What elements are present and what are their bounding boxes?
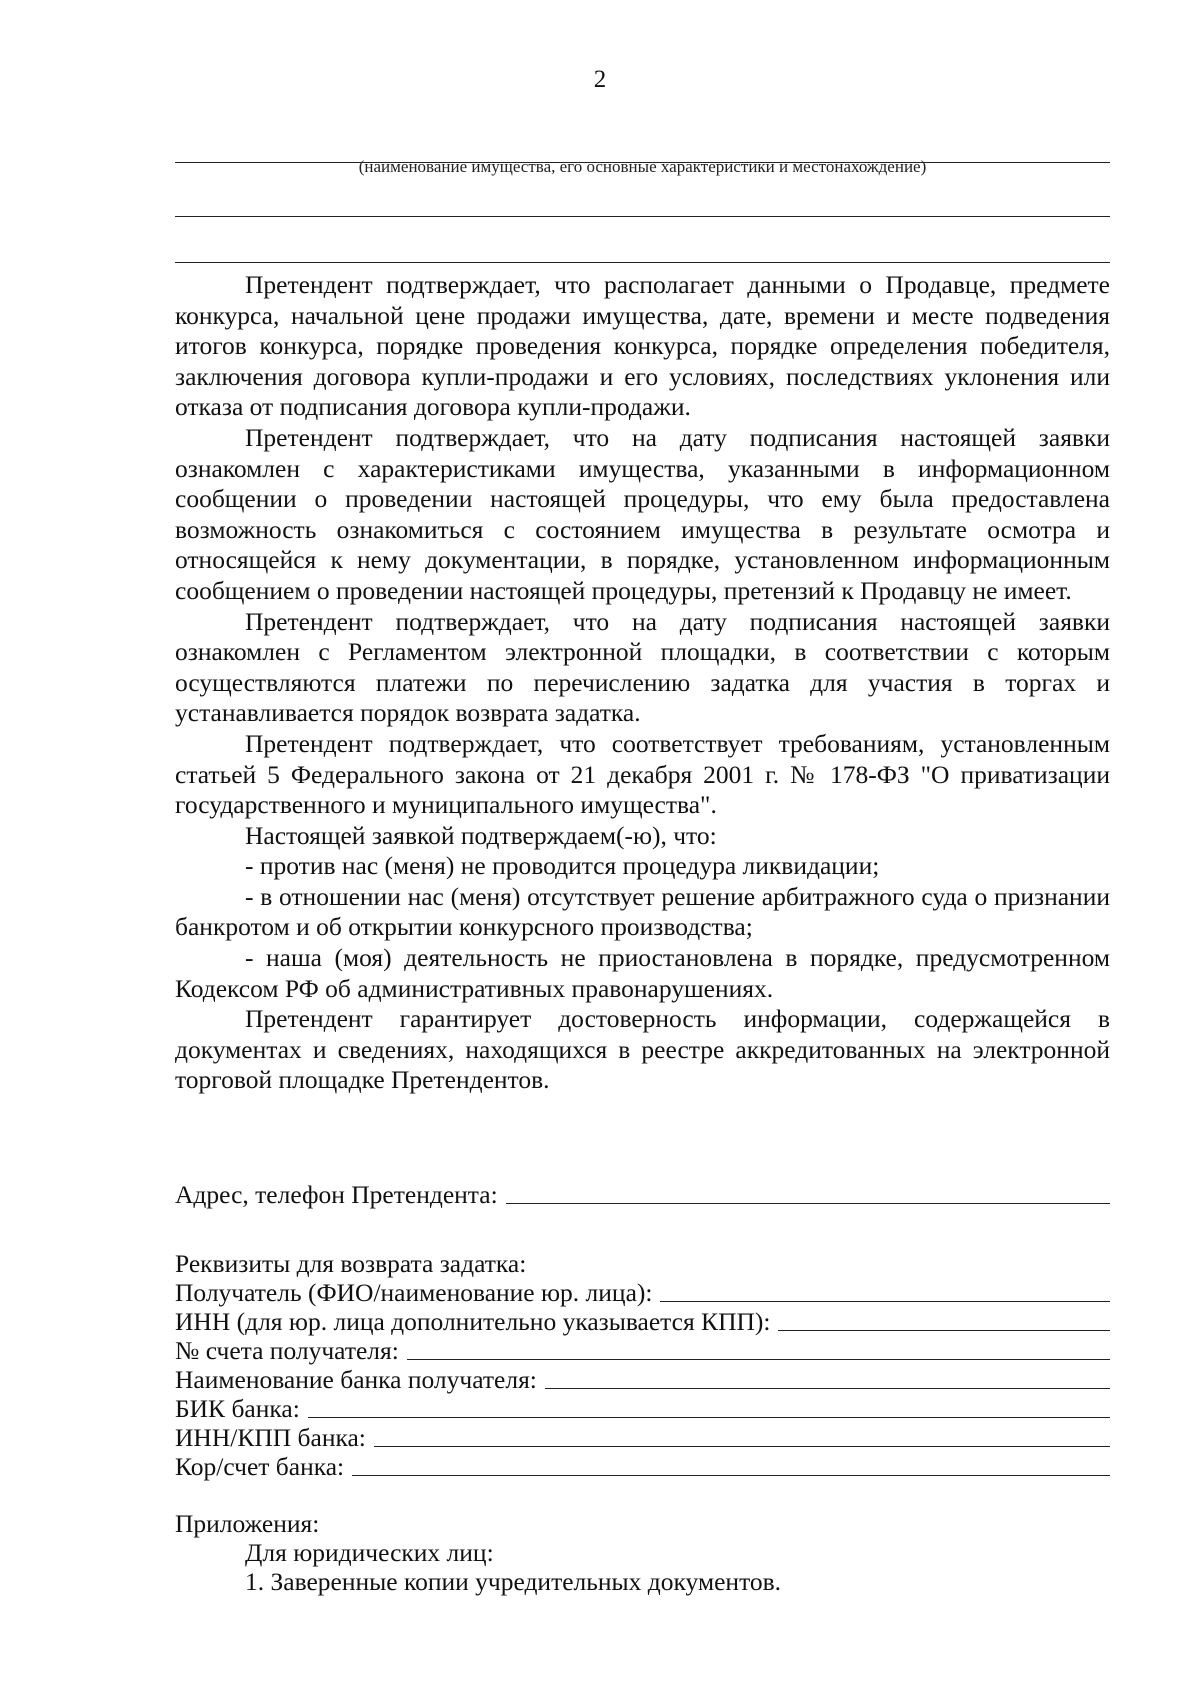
- property-line-2: [175, 216, 1110, 217]
- property-line-3: [175, 262, 1110, 263]
- recipient-input-line[interactable]: [660, 1301, 1110, 1302]
- attachments-title: Приложения:: [175, 1509, 320, 1538]
- paragraph-law-compliance: Претендент подтверждает, что соответствует требованиям, установленным статьей 5 Федерального закона от 21 декабря 2001 г. № 178-ФЗ "О приватизации государственного и муниципального имущества".: [175, 728, 1110, 820]
- account-field: [175, 1336, 1110, 1365]
- inn-input-line[interactable]: [778, 1330, 1110, 1331]
- address-block: [175, 1180, 1110, 1209]
- account-input-line[interactable]: [407, 1359, 1110, 1360]
- attachments-block: [175, 1509, 1110, 1596]
- paragraph-reliability-guarantee: Претендент гарантирует достоверность информации, содержащейся в документах и сведениях, находящихся в реестре аккредитованных на электронной торговой площадке Претендентов.: [175, 1004, 1110, 1095]
- account-label: № счета получателя:: [175, 1336, 399, 1365]
- attachment-item: 1. Заверенные копии учредительных документов.: [245, 1567, 782, 1596]
- address-field: [175, 1180, 1110, 1209]
- correspondent-account-input-line[interactable]: [352, 1475, 1110, 1476]
- property-caption: (наименование имущества, его основные характеристики и местонахождение): [358, 157, 927, 176]
- paragraph-no-liquidation: - против нас (меня) не проводится процедура ликвидации;: [245, 851, 880, 881]
- correspondent-account-field: [175, 1452, 1110, 1481]
- recipient-field: [175, 1278, 1110, 1307]
- bik-label: БИК банка:: [175, 1394, 300, 1423]
- bank-name-label: Наименование банка получателя:: [175, 1365, 537, 1394]
- bank-inn-kpp-label: ИНН/КПП банка:: [175, 1423, 366, 1452]
- recipient-label: Получатель (ФИО/наименование юр. лица):: [175, 1278, 653, 1307]
- declaration-body: [175, 270, 1110, 1096]
- paragraph-confirmation-intro: Настоящей заявкой подтверждаем(-ю), что:: [245, 820, 717, 850]
- paragraph-not-suspended: - наша (моя) деятельность не приостановлена в порядке, предусмотренном Кодексом РФ об административных правонарушениях.: [175, 943, 1110, 1003]
- paragraph-no-bankruptcy: - в отношении нас (меня) отсутствует решение арбитражного суда о признании банкротом и об открытии конкурсного производства;: [175, 881, 1110, 942]
- paragraph-seller-data: Претендент подтверждает, что располагает данными о Продавце, предмете конкурса, начальной цене продажи имущества, дате, времени и месте подведения итогов конкурса, порядке проведения конкурса, порядке определения победителя, заключения договора купли-продажи и его условиях, последствиях уклонения или отказа от подписания договора купли-продажи.: [175, 270, 1110, 422]
- bik-field: [175, 1394, 1110, 1423]
- paragraph-property-familiarization: Претендент подтверждает, что на дату подписания настоящей заявки ознакомлен с характеристиками имущества, указанными в информационном сообщении о проведении настоящей процедуры, что ему была предоставлена возможность ознакомиться с состоянием имущества в результате осмотра и относящейся к нему документации, в порядке, установленном информационным сообщением о проведении настоящей процедуры, претензий к Продавцу не имеет.: [175, 422, 1110, 605]
- bank-name-input-line[interactable]: [545, 1388, 1110, 1389]
- bank-inn-kpp-field: [175, 1423, 1110, 1452]
- inn-field: [175, 1307, 1110, 1336]
- address-input-line[interactable]: [506, 1203, 1110, 1204]
- paragraph-platform-regulations: Претендент подтверждает, что на дату подписания настоящей заявки ознакомлен с Регламентом электронной площадки, в соответствии с которым осуществляются платежи по перечислению задатка для участия в торгах и устанавливается порядок возврата задатка.: [175, 606, 1110, 728]
- page-number: 2: [593, 66, 607, 93]
- address-label: Адрес, телефон Претендента:: [175, 1180, 498, 1209]
- bank-name-field: [175, 1365, 1110, 1394]
- bank-inn-kpp-input-line[interactable]: [374, 1446, 1110, 1447]
- requisites-block: [175, 1249, 1110, 1481]
- attachments-subtitle: Для юридических лиц:: [245, 1538, 494, 1567]
- bik-input-line[interactable]: [308, 1417, 1110, 1418]
- inn-label: ИНН (для юр. лица дополнительно указывается КПП):: [175, 1307, 771, 1336]
- correspondent-account-label: Кор/счет банка:: [175, 1452, 345, 1481]
- requisites-title: Реквизиты для возврата задатка:: [175, 1249, 527, 1278]
